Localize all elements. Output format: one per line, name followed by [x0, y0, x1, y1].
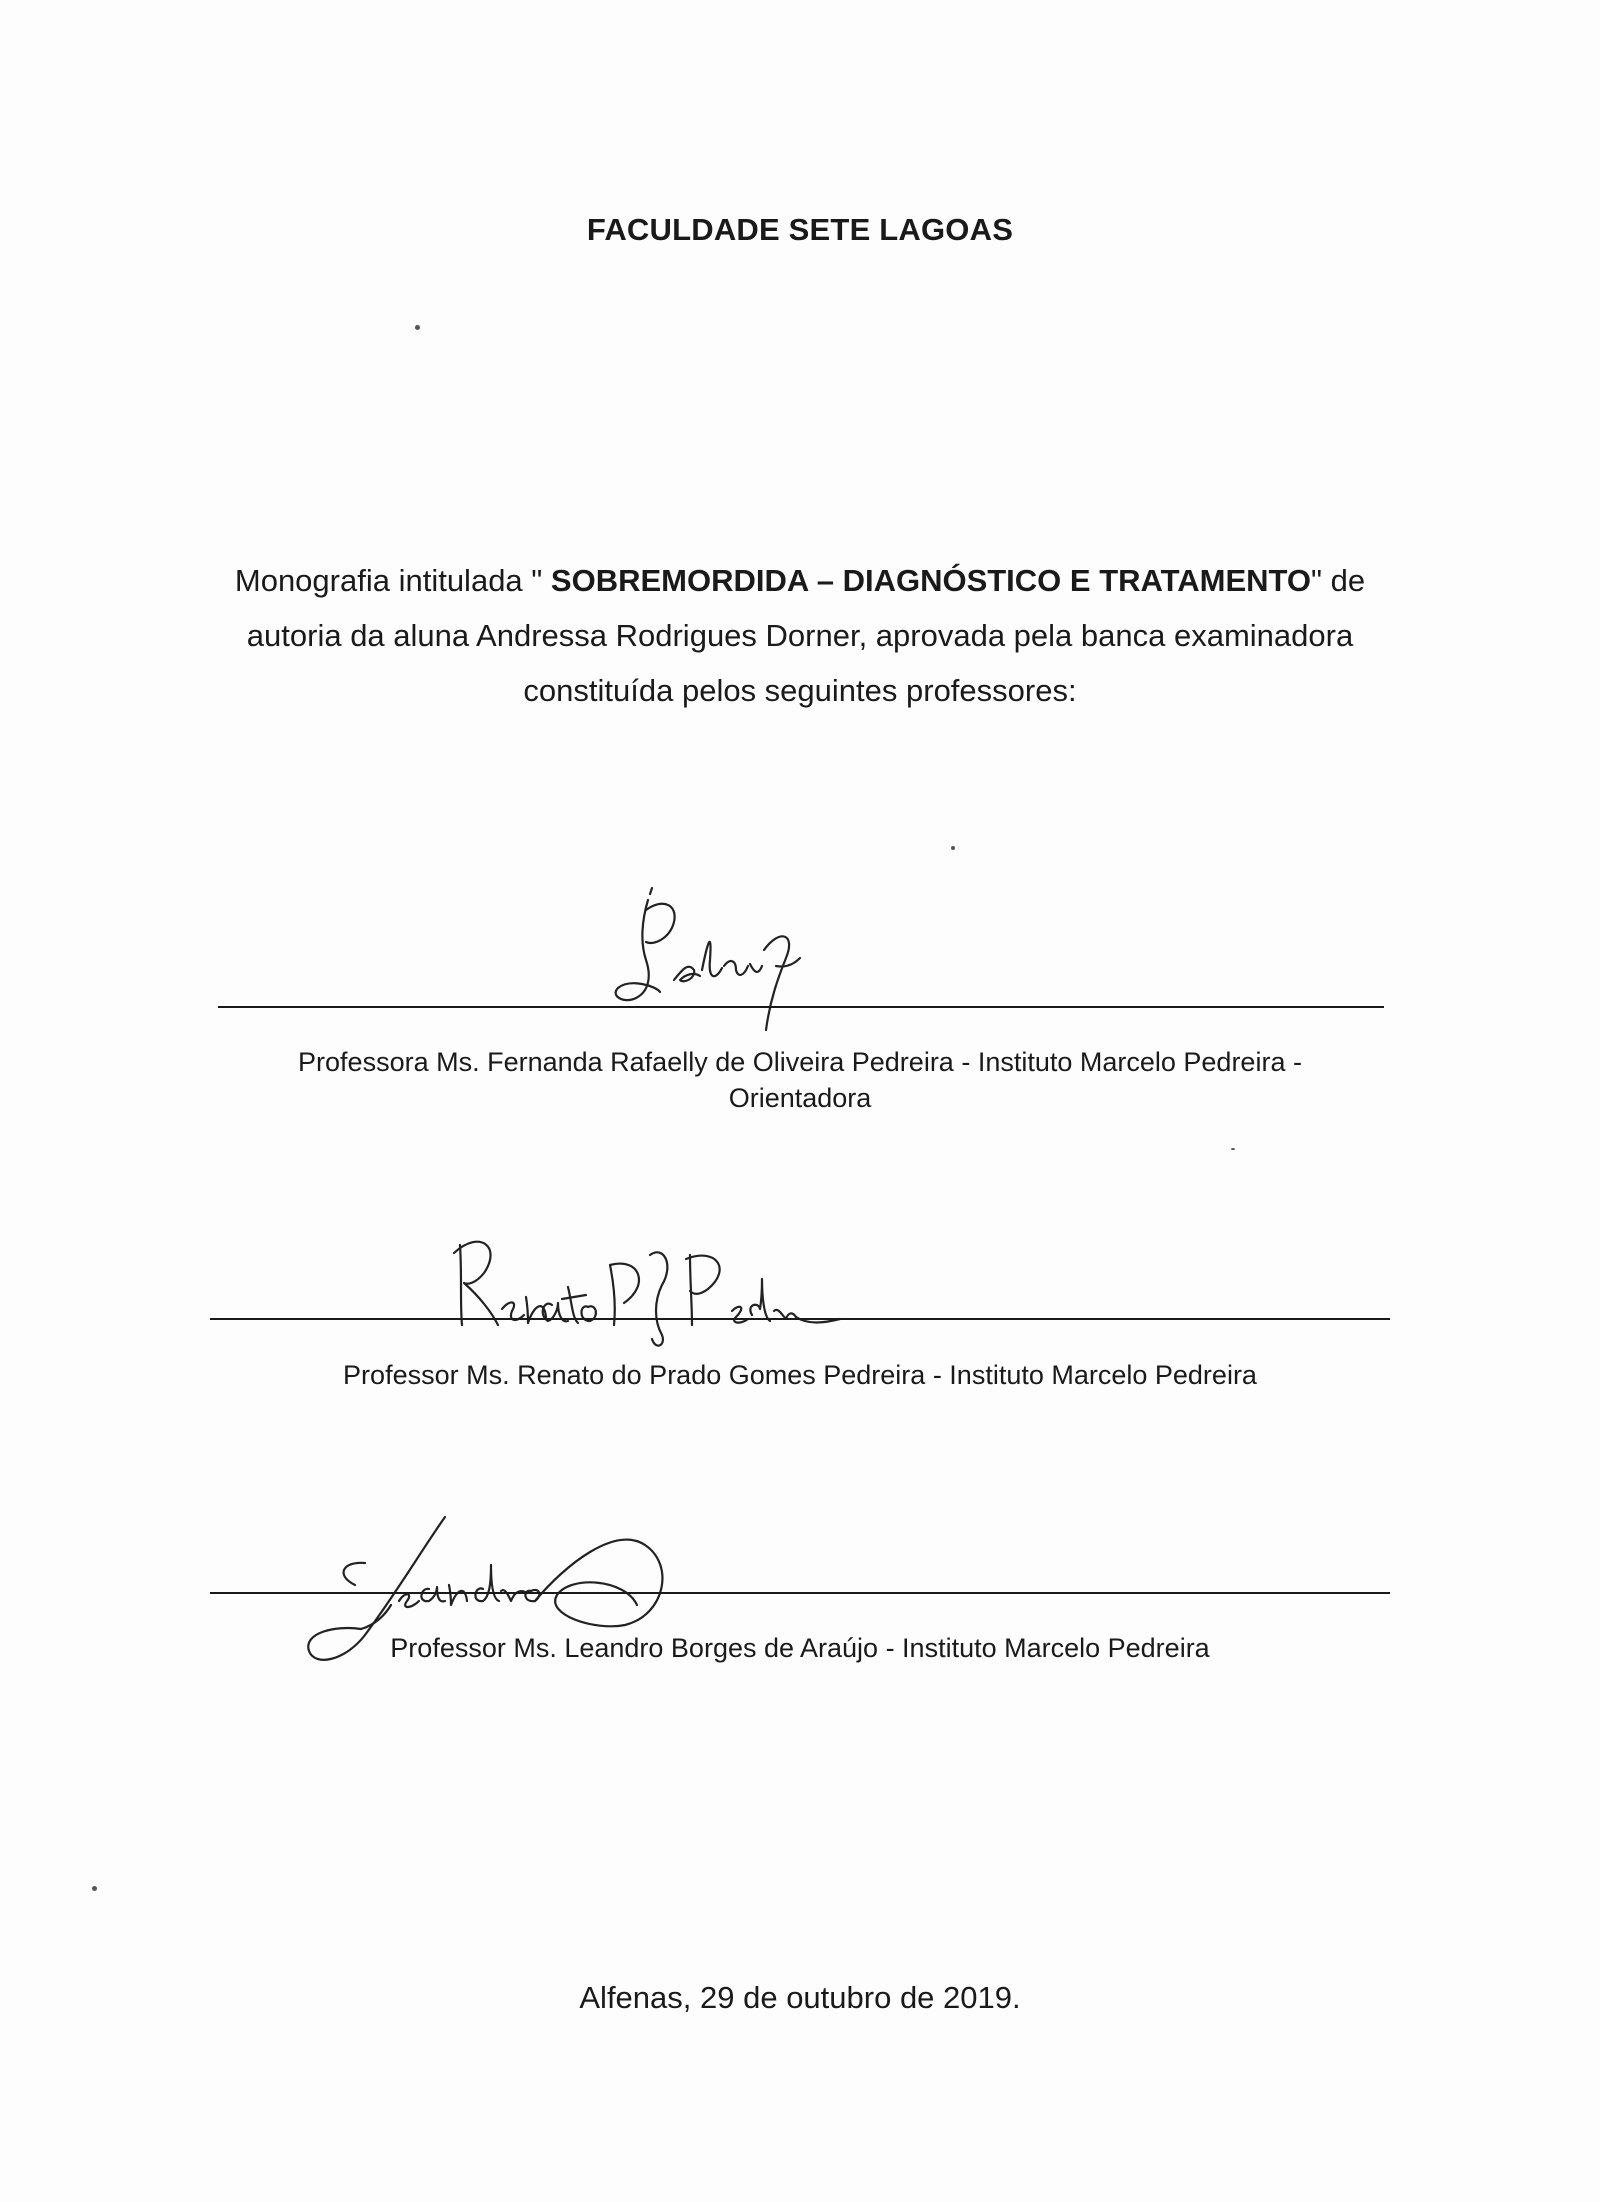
professor-role-1: Orientadora	[728, 1083, 872, 1113]
approval-after-title: " de	[1311, 563, 1366, 598]
approval-statement	[200, 553, 1400, 718]
signature-renato	[440, 1225, 860, 1355]
approval-line-1	[200, 553, 1400, 608]
professor-name-2: Professor Ms. Renato do Prado Gomes Pedreira - Instituto Marcelo Pedreira	[343, 1360, 1257, 1390]
signature-line-1	[218, 1006, 1384, 1008]
approval-intro: Monografia intitulada "	[234, 563, 543, 598]
professor-name-3: Professor Ms. Leandro Borges de Araújo - Instituto Marcelo Pedreira	[390, 1633, 1210, 1663]
scan-speck	[1231, 1148, 1235, 1150]
monograph-title: SOBREMORDIDA – DIAGNÓSTICO E TRATAMENTO	[542, 563, 1311, 598]
professor-name-1: Professora Ms. Fernanda Rafaelly de Oliveira Pedreira - Instituto Marcelo Pedreira -	[298, 1047, 1302, 1077]
signature-caption-2	[200, 1357, 1400, 1393]
scan-speck	[92, 1886, 97, 1891]
institution-heading: FACULDADE SETE LAGOAS	[586, 212, 1014, 247]
signature-line-2	[210, 1318, 1390, 1320]
scan-speck	[951, 846, 955, 850]
scan-speck	[415, 325, 420, 330]
approval-line-2: autoria da aluna Andressa Rodrigues Dorner, aprovada pela banca examinadora	[246, 618, 1354, 653]
signature-caption-1	[200, 1044, 1400, 1116]
place-and-date: Alfenas, 29 de outubro de 2019.	[579, 1980, 1021, 2015]
approval-line-3: constituída pelos seguintes professores:	[523, 673, 1077, 708]
signature-fernanda	[590, 880, 840, 1040]
signature-caption-3	[200, 1630, 1400, 1666]
signature-line-3	[210, 1592, 1390, 1594]
